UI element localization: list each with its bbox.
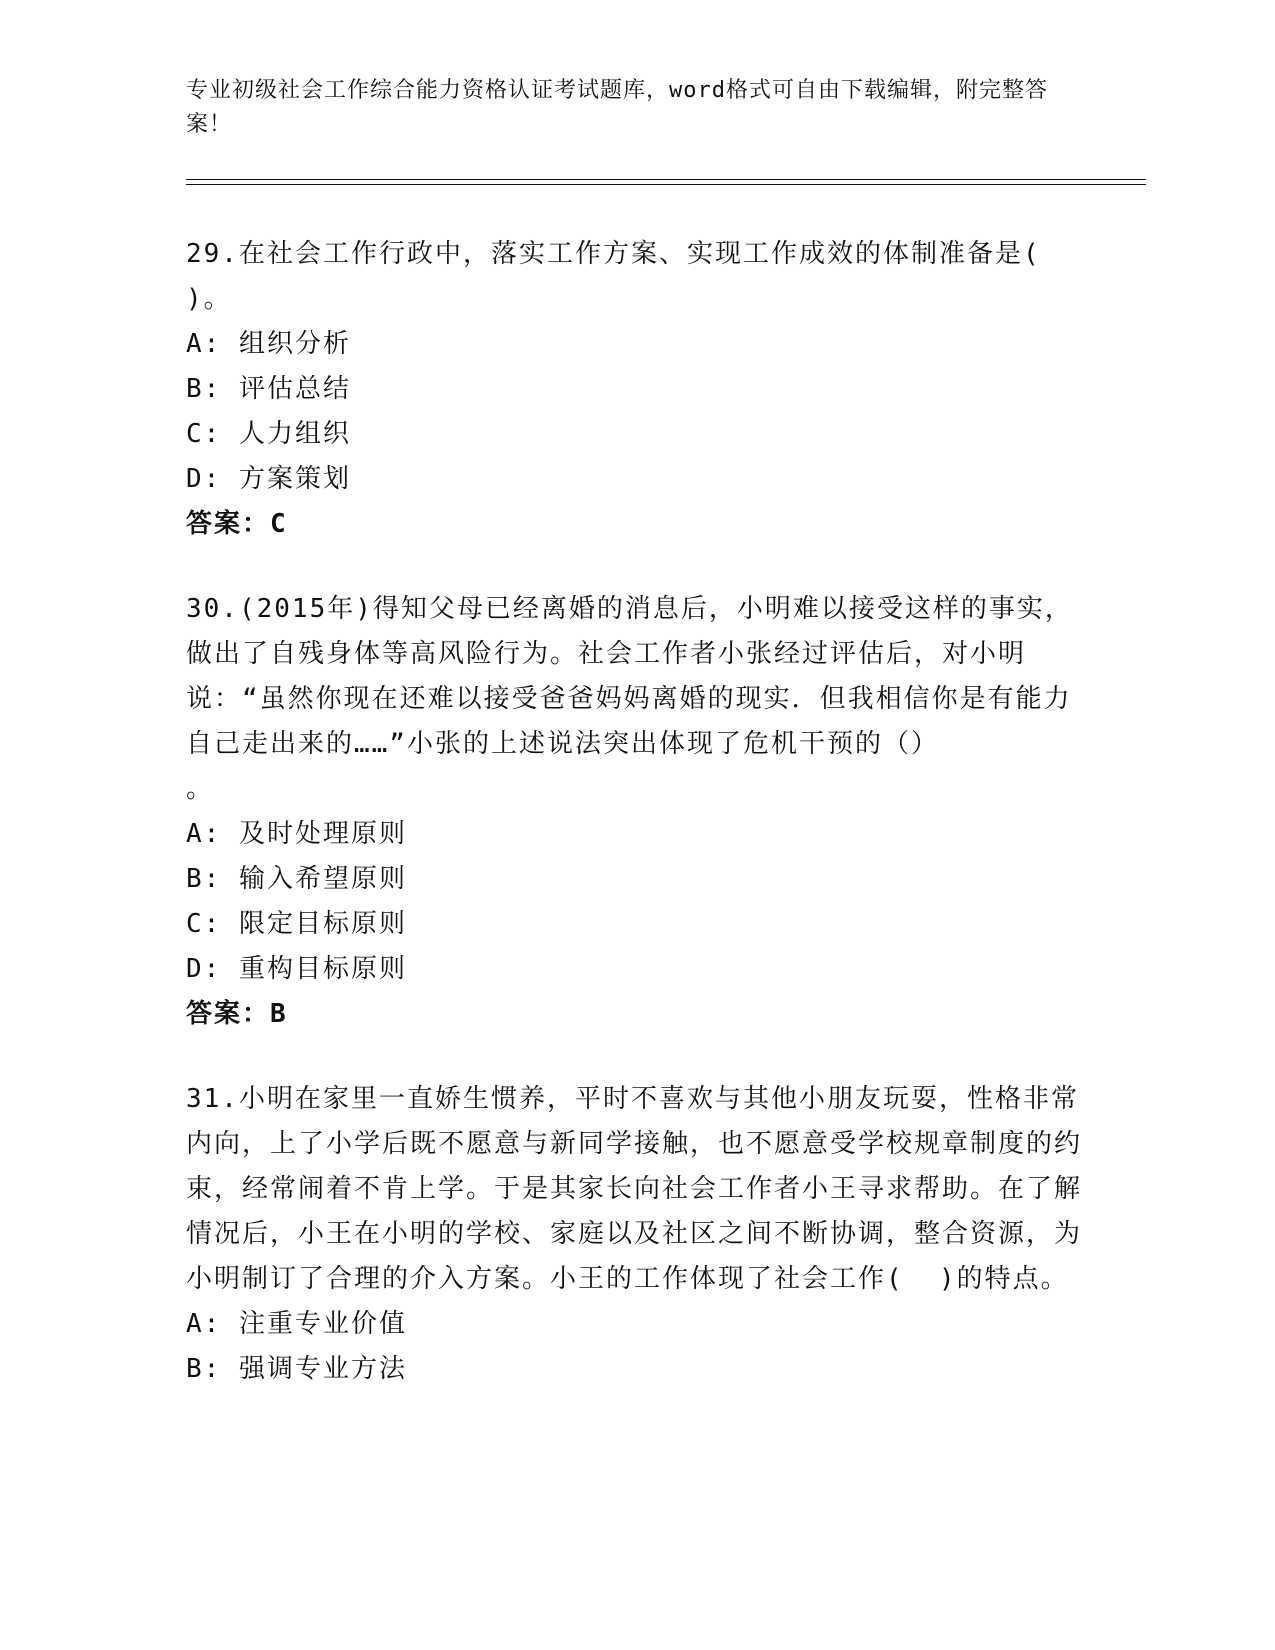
page-header: 专业初级社会工作综合能力资格认证考试题库，word格式可自由下载编辑，附完整答案！ — [186, 78, 1048, 137]
header-rule-bottom — [186, 184, 1146, 185]
option-b: B: 评估总结 — [186, 374, 351, 404]
option-a: A: 及时处理原则 — [186, 819, 407, 849]
question-31 — [186, 1077, 1086, 1392]
answer: 答案：B — [186, 999, 288, 1029]
option-a: A: 组织分析 — [186, 329, 351, 359]
header-rule-top — [186, 179, 1146, 180]
question-text: 31.小明在家里一直娇生惯养，平时不喜欢与其他小朋友玩耍，性格非常内向，上了小学后既不愿意与新同学接触，也不愿意受学校规章制度的约束，经常闹着不肯上学。于是其家长向社会工作者小王寻求帮助。在了解情况后，小王在小明的学校、家庭以及社区之间不断协调，整合资源，为小明制订了合理的介入方案。小王的工作体现了社会工作( )的特点。 — [186, 1084, 1083, 1294]
question-text: 29.在社会工作行政中，落实工作方案、实现工作成效的体制准备是( )。 — [186, 239, 1041, 314]
question-30 — [186, 587, 1086, 1037]
answer: 答案：C — [186, 509, 288, 539]
option-d: D: 方案策划 — [186, 464, 351, 494]
question-text: 30.(2015年)得知父母已经离婚的消息后，小明难以接受这样的事实，做出了自残身体等高风险行为。社会工作者小张经过评估后，对小明说：“虽然你现在还难以接受爸爸妈妈离婚的现实．但我相信你是有能力自己走出来的……”小张的上述说法突出体现了危机干预的（） 。 — [186, 594, 1073, 804]
question-29 — [186, 232, 1086, 547]
option-b: B: 强调专业方法 — [186, 1354, 407, 1384]
option-a: A: 注重专业价值 — [186, 1309, 407, 1339]
option-c: C: 限定目标原则 — [186, 909, 407, 939]
question-list — [186, 232, 1086, 1432]
option-b: B: 输入希望原则 — [186, 864, 407, 894]
option-c: C: 人力组织 — [186, 419, 351, 449]
option-d: D: 重构目标原则 — [186, 954, 407, 984]
